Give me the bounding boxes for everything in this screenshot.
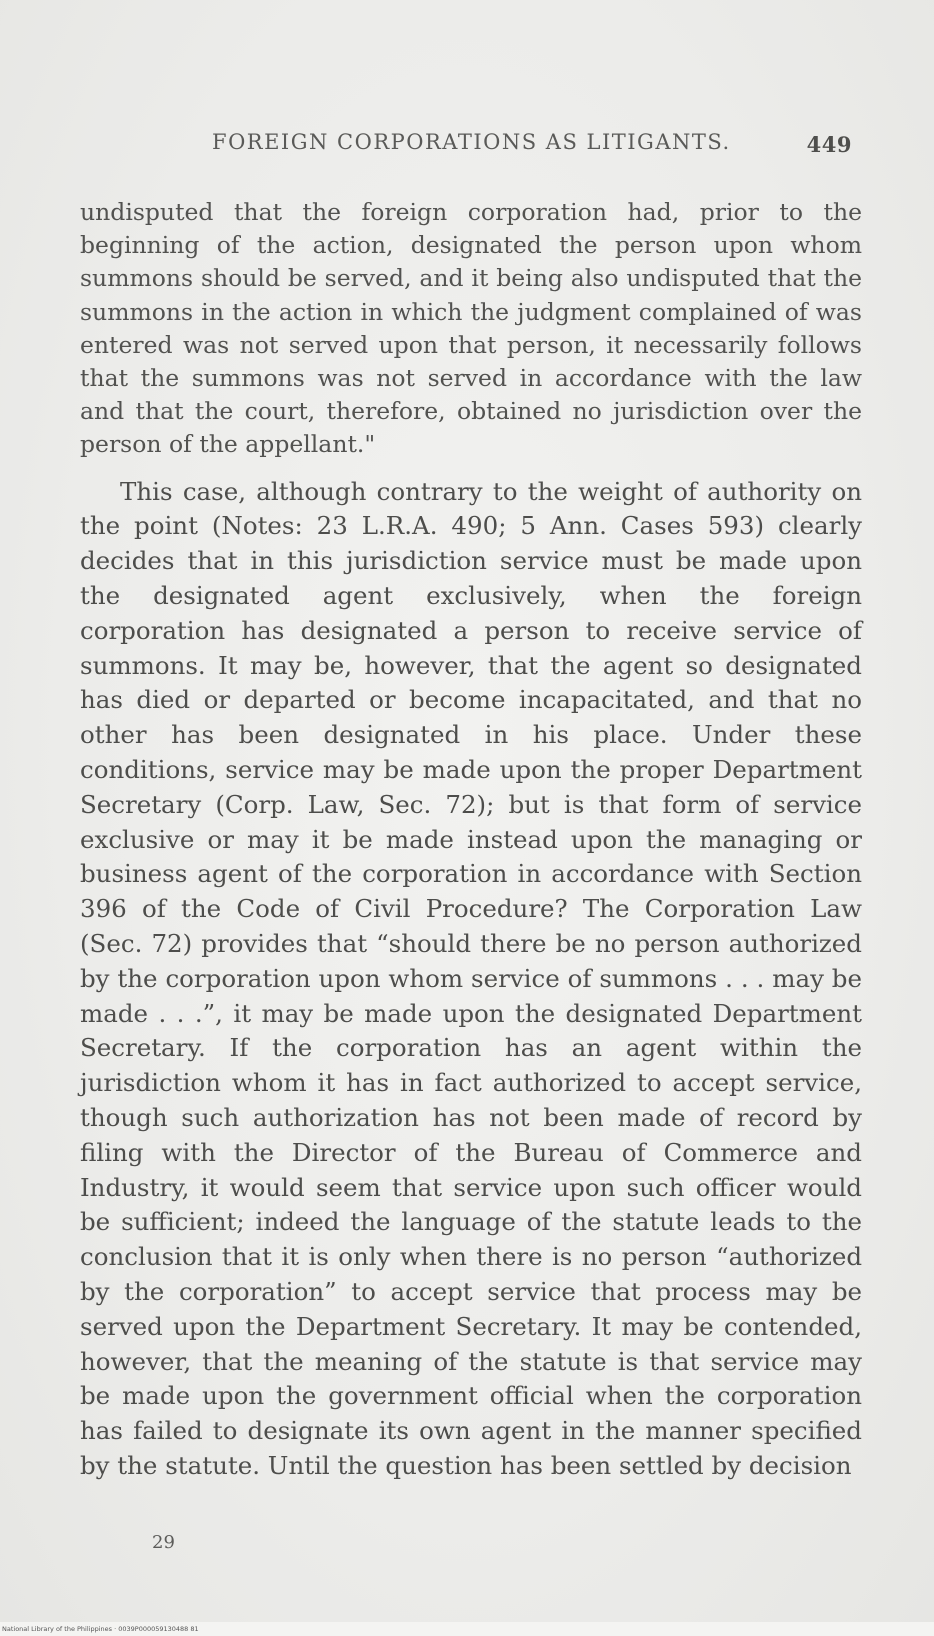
running-title: FOREIGN CORPORATIONS AS LITIGANTS. bbox=[212, 130, 731, 154]
footer-label: National Library of the Philippines · 0039P000059130488 81 bbox=[2, 1625, 199, 1633]
page-number: 449 bbox=[806, 132, 852, 157]
page-header bbox=[212, 130, 852, 164]
paragraph-continued: undisputed that the foreign corporation had, prior to the beginning of the action, designated the person upon whom summons should be served, and it being also undisputed that the summons in the action in which the judgment complained of was entered was not served upon that person, it necessarily follows that the summons was not served in accordance with the law and that the court, therefore, obtained no jurisdiction over the person of the appellant." bbox=[80, 198, 862, 459]
signature-mark: 29 bbox=[152, 1532, 175, 1553]
footer-strip bbox=[0, 1622, 934, 1636]
body-text bbox=[80, 196, 862, 1484]
paragraph: This case, although contrary to the weight of authority on the point (Notes: 23 L.R.A. 490; 5 Ann. Cases 593) clearly decides that in this jurisdiction service must be made upon the designated agent exclusively, when the foreign corporation has designated a person to receive service of summons. It may be, however, that the agent so designated has died or departed or become incapacitated, and that no other has been designated in his place. Under these conditions, service may be made upon the proper Department Secretary (Corp. Law, Sec. 72); but is that form of service exclusive or may it be made instead upon the managing or business agent of the corporation in accordance with Section 396 of the Code of Civil Procedure? The Corporation Law (Sec. 72) provides that “should there be no person authorized by the corporation upon whom service of summons . . . may be made . . .”, it may be made upon the designated Department Secretary. If the corporation has an agent within the jurisdiction whom it has in fact authorized to accept service, though such authorization has not been made of record by filing with the Director of the Bureau of Commerce and Industry, it would seem that service upon such officer would be sufficient; indeed the language of the statute leads to the conclusion that it is only when there is no person “authorized by the corporation” to accept service that process may be served upon the Department Secretary. It may be contended, however, that the meaning of the statute is that service may be made upon the government official when the corporation has failed to designate its own agent in the manner specified by the statute. Until the question has been settled by decision bbox=[80, 476, 862, 1480]
